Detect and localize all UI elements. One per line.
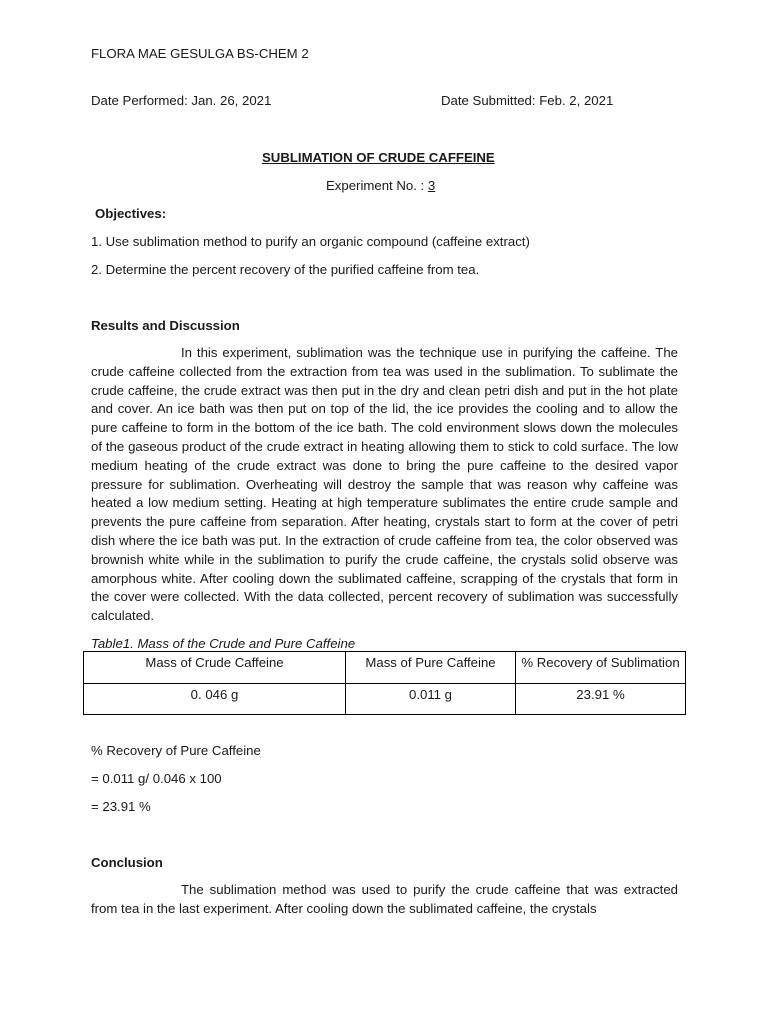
conclusion-paragraph: The sublimation method was used to purify the crude caffeine that was extracted from tea in the last experiment. After cooling down the sublimated caffeine, the crystals [91,882,678,916]
objective-item-2: 2. Determine the percent recovery of the purified caffeine from tea. [91,262,480,277]
calculation-step-2: = 23.91 % [91,799,151,814]
table-header-cell: Mass of Crude Caffeine [84,652,346,684]
experiment-value: 3 [427,178,436,193]
table-caption: Table1. Mass of the Crude and Pure Caffeine [91,636,356,651]
table-header-row [84,652,686,684]
table-cell: 23.91 % [516,684,686,715]
results-table [83,651,686,715]
calculation-step-1: = 0.011 g/ 0.046 x 100 [91,771,222,786]
conclusion-heading: Conclusion [91,855,163,870]
results-heading: Results and Discussion [91,318,240,333]
table-row [84,684,686,715]
date-performed: Date Performed: Jan. 26, 2021 [91,93,272,108]
date-submitted: Date Submitted: Feb. 2, 2021 [441,93,614,108]
document-title: SUBLIMATION OF CRUDE CAFFEINE [262,150,495,165]
objective-item-1: 1. Use sublimation method to purify an organic compound (caffeine extract) [91,234,530,249]
experiment-label: Experiment No. : [326,178,428,193]
table-cell: 0.011 g [346,684,516,715]
author-line: FLORA MAE GESULGA BS-CHEM 2 [91,46,309,61]
objectives-heading: Objectives: [95,206,167,221]
table-header-cell: Mass of Pure Caffeine [346,652,516,684]
results-paragraph: In this experiment, sublimation was the technique use in purifying the caffeine. The crude caffeine collected from the extraction from tea was used in the sublimation. To sublimate the crude caffeine, the crude extract was then put in the dry and clean petri dish and put in the hot plate and cover. An ice bath was then put on top of the lid, the ice provides the cooling and to allow the pure caffeine to form in the bottom of the ice bath. The cold environment slows down the molecules of the gaseous product of the crude extract in heating allowing them to stick to cold surface. The low medium heating of the crude extract was done to bring the pure caffeine to the desired vapor pressure for sublimation. Overheating will destroy the sample that was reason why caffeine was heated a low medium setting. Heating at high temperature sublimates the entire crude sample and prevents the pure caffeine from separation. After heating, crystals start to form at the cover of petri dish where the ice bath was put. In the extraction of crude caffeine from tea, the color observed was brownish white while in the sublimation to purify the crude caffeine, the crystals solid observe was amorphous white. After cooling down the sublimated caffeine, scrapping of the crystals that form in the cover were collected. With the data collected, percent recovery of sublimation was successfully calculated. [91,345,678,624]
calculation-label: % Recovery of Pure Caffeine [91,743,261,758]
table-header-cell: % Recovery of Sublimation [516,652,686,684]
experiment-number [326,178,435,193]
table-cell: 0. 046 g [84,684,346,715]
